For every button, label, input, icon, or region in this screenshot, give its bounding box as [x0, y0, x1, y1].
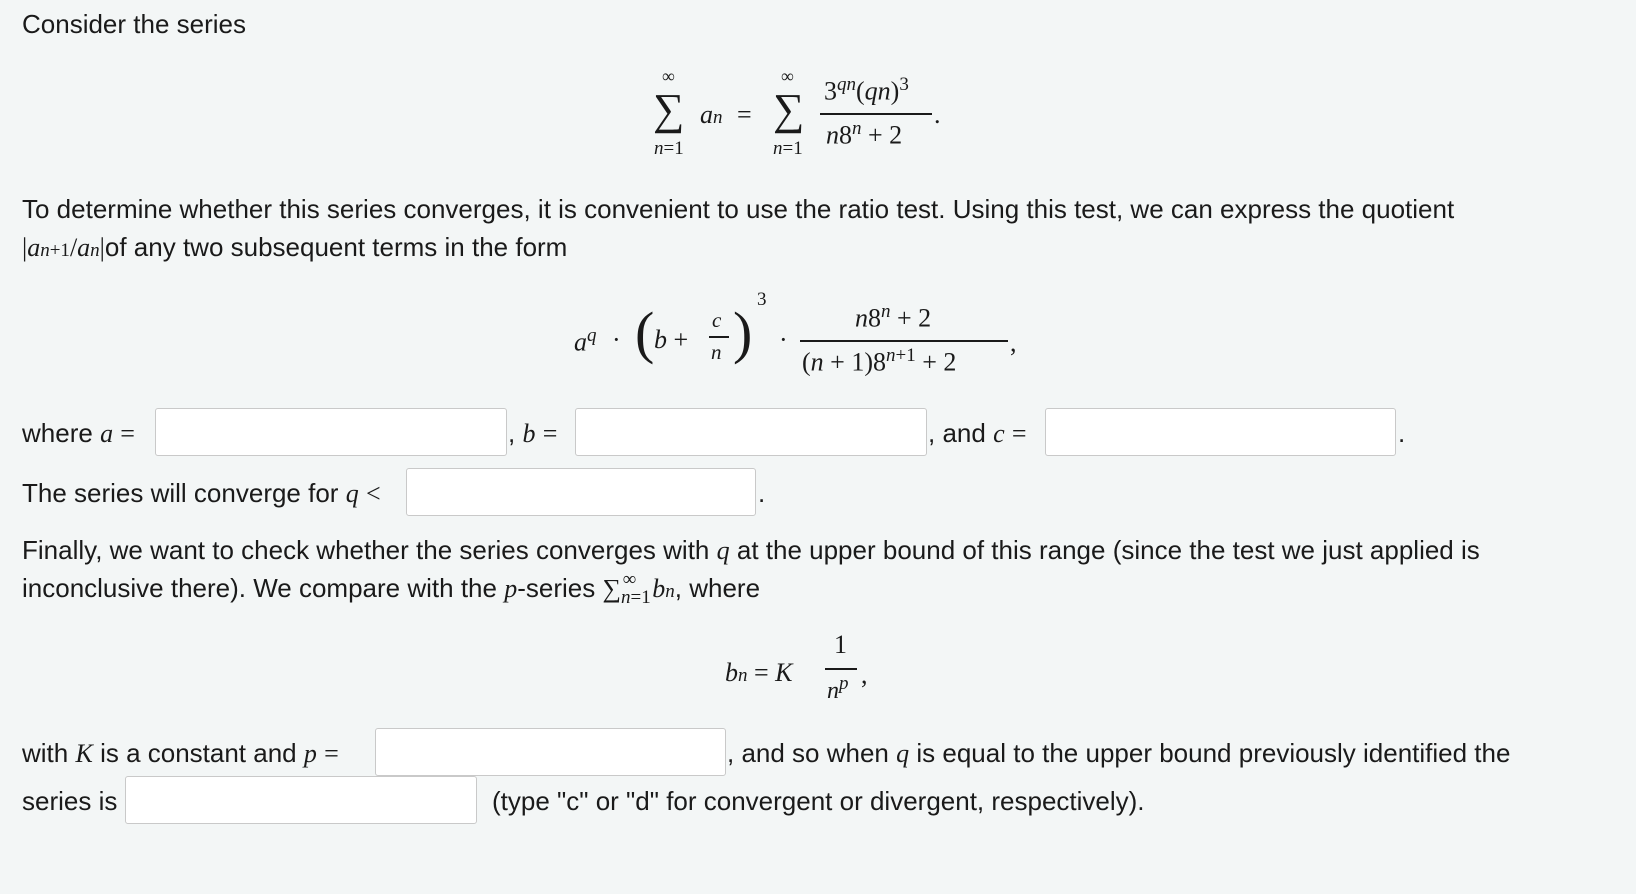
where-a-label: where a = — [22, 418, 135, 448]
c-input[interactable] — [1045, 408, 1396, 456]
convergence-input[interactable] — [125, 776, 477, 824]
ratio-test-text: To determine whether this series converges, it is convenient to use the ratio test. Using this test, we can express the quotient — [22, 194, 1455, 224]
finally-text-line1: Finally, we want to check whether the series converges with q at the upper bound of this range (since the test we just applied is — [22, 535, 1480, 565]
q-bound-input[interactable] — [406, 468, 756, 516]
and-so-label: , and so when q is equal to the upper bound previously identified the — [727, 738, 1511, 768]
type-hint: (type "c" or "d" for convergent or divergent, respectively). — [492, 786, 1145, 816]
a-input[interactable] — [155, 408, 507, 456]
b-input[interactable] — [575, 408, 927, 456]
p-input[interactable] — [375, 728, 726, 776]
intro-text: Consider the series — [22, 9, 246, 39]
with-k-label: with K is a constant and p = — [22, 738, 339, 768]
finally-text-line2: inconclusive there). We compare with the p-series $\sum_{n=1}^\infty$ bn, where — [22, 569, 761, 608]
converge-label: The series will converge for q < — [22, 478, 381, 508]
c-label: , and c = — [928, 418, 1027, 448]
quotient-line: |an+1/an|of any two subsequent terms in the form — [22, 232, 568, 262]
b-label: , b = — [508, 418, 558, 448]
period: . — [758, 478, 766, 508]
period: . — [1398, 418, 1406, 448]
series-is-label: series is — [22, 786, 118, 816]
